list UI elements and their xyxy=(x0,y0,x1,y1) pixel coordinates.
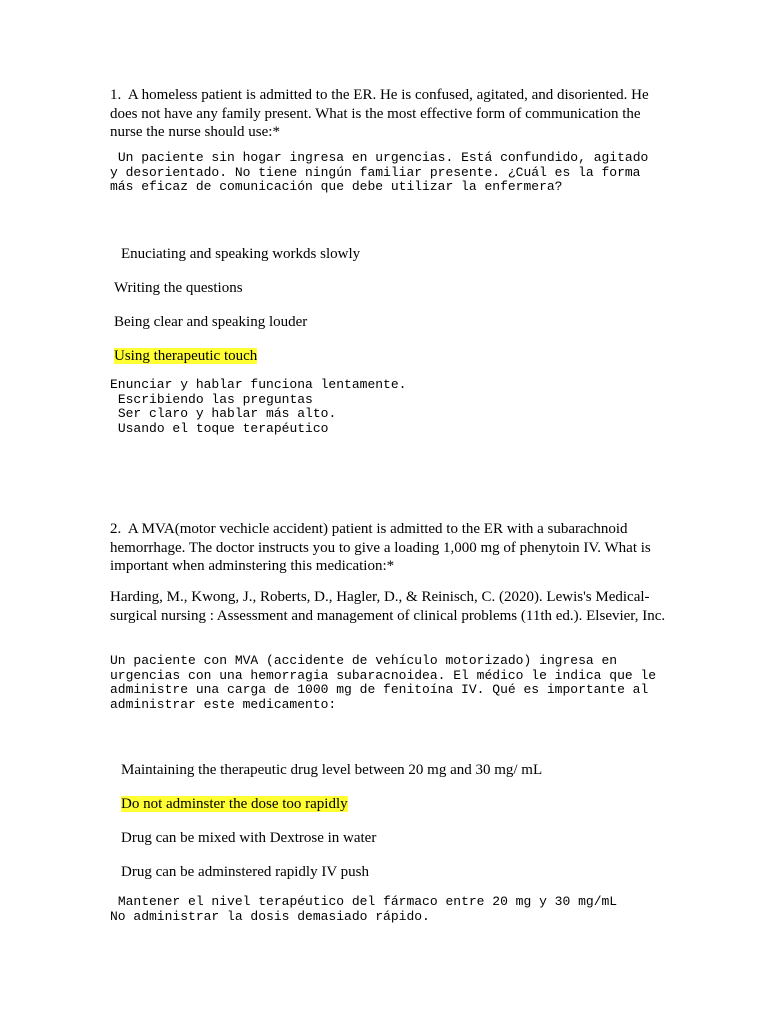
question-2-reference: Harding, M., Kwong, J., Roberts, D., Hagler, D., & Reinisch, C. (2020). Lewis's Medical-surgical nursing : Assessment and management of clinical problems (11th ed.). Elsevier, Inc. xyxy=(110,589,666,624)
question-2-option-a: Maintaining the therapeutic drug level between 20 mg and 30 mg/ mL xyxy=(121,762,543,778)
question-2-option-d: Drug can be adminstered rapidly IV push xyxy=(121,864,369,880)
question-1-options-translation: Enunciar y hablar funciona lentamente. Escribiendo las preguntas Ser claro y hablar más alto. Usando el toque terapéutico xyxy=(110,377,407,436)
question-1-option-b: Writing the questions xyxy=(114,280,243,296)
question-2-answer-highlight: Do not adminster the dose too rapidly xyxy=(121,796,348,812)
question-1-translation: Un paciente sin hogar ingresa en urgencias. Está confundido, agitado y desorientado. No tiene ningún familiar presente. ¿Cuál es la forma más eficaz de comunicación que debe utilizar la enfermera? xyxy=(110,150,649,194)
question-1-option-d-highlighted xyxy=(114,347,257,365)
question-1-option-a: Enuciating and speaking workds slowly xyxy=(121,246,361,262)
question-1-answer-highlight: Using therapeutic touch xyxy=(114,348,258,364)
question-2-option-b-highlighted xyxy=(121,795,348,813)
question-2-options-translation: Mantener el nivel terapéutico del fármaco entre 20 mg y 30 mg/mL No administrar la dosis demasiado rápido. xyxy=(110,894,618,924)
question-2-option-c: Drug can be mixed with Dextrose in water xyxy=(121,830,377,846)
question-2-text: 2. A MVA(motor vechicle accident) patient is admitted to the ER with a subarachnoid hemorrhage. The doctor instructs you to give a loading 1,000 mg of phenytoin IV. What is important when adminstering this medication:* xyxy=(110,521,655,574)
question-2-translation: Un paciente con MVA (accidente de vehículo motorizado) ingresa en urgencias con una hemorragia subaracnoidea. El médico le indica que le administre una carga de 1000 mg de fenitoína IV. Qué es importante al administrar este medicamento: xyxy=(110,653,657,712)
question-1-option-c: Being clear and speaking louder xyxy=(114,314,308,330)
question-1-text: 1. A homeless patient is admitted to the ER. He is confused, agitated, and disoriented. He does not have any family present. What is the most effective form of communication the nurse the nurse should use:* xyxy=(110,87,653,140)
